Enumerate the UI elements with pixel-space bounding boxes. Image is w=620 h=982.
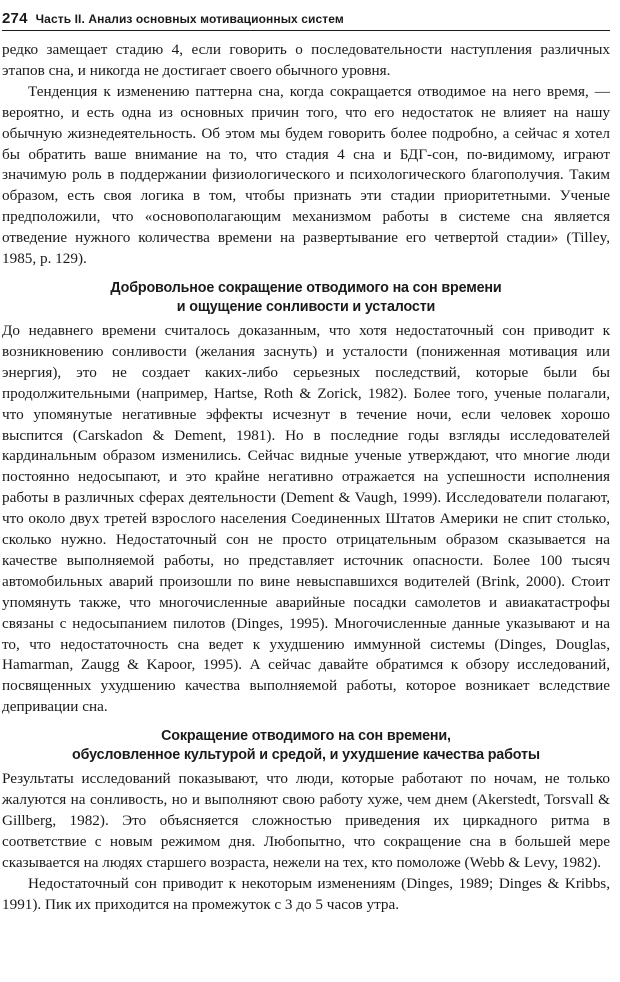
- body-text: [2, 40, 610, 916]
- paragraph-sleepiness-fatigue: До недавнего времени считалось доказанным, что хотя недостаточный сон приводит к возникновению сонливости (желания заснуть) и усталости (пониженная мотивация или энергия), это не создает каких-либо серьезных последствий, которые были бы продолжительными (например, Hartse, Roth & Zorick, 1982). Более того, ученые полагали, что упомянутые негативные эффекты исчезнут в течение ночи, если человек хорошо выспится (Carskadon & Dement, 1981). Но в последние годы взгляды исследователей кардинальным образом изменились. Сейчас видные ученые утверждают, что многие люди постоянно недосыпают, и это крайне негативно отражается на успешности исполнения работы в различных сферах деятельности (Dement & Vaugh, 1999). Исследователи полагают, что около двух третей взрослого населения Соединенных Штатов Америки не спит столько, сколько нужно. Недостаточный сон не просто отрицательным образом сказывается на качестве выполняемой работы, но представляет источник опасности. Более 100 тысяч автомобильных аварий произошли по вине невыспавшихся водителей (Brink, 2000). Стоит упомянуть также, что многочисленные аварийные посадки самолетов и авиакатастрофы связаны с недосыпанием пилотов (Dinges, 1995). Многочисленные данные указывают и на то, что недостаточность сна ведет к ухудшению иммунной системы (Dinges, Douglas, Hamarman, Zaugg & Kapoor, 1995). А сейчас давайте обратимся к обзору исследований, посвященных ухудшению качества выполняемой работы, которое возникает вследствие депривации сна.: [2, 321, 610, 716]
- section-heading-cultural-sleep-reduction: [2, 727, 610, 765]
- paragraph-night-work: Результаты исследований показывают, что люди, которые работают по ночам, не только жалуются на сонливость, но и выполняют свою работу хуже, чем днем (Akerstedt, Torsvall & Gillberg, 1982). Это объясняется сложностью приведения их циркадного ритма в соответствие с новым режимом дня. Любопытно, что сокращение сна в большей мере сказывается на людях старшего возраста, нежели на тех, кто помоложе (Webb & Levy, 1982).: [2, 770, 610, 871]
- paragraph-sleep-deficit-peak: Недостаточный сон приводит к некоторым изменениям (Dinges, 1989; Dinges & Kribbs, 1991). Пик их приходится на промежуток с 3 до 5 часов утра.: [2, 874, 610, 913]
- section-heading-line: Сокращение отводимого на сон времени,: [161, 728, 451, 745]
- running-title: Часть II. Анализ основных мотивационных систем: [35, 12, 344, 26]
- section-heading-voluntary-sleep-reduction: [2, 279, 610, 317]
- running-head: [2, 10, 610, 31]
- paragraph-continuation: редко замещает стадию 4, если говорить о последовательности наступления различных этапов сна, и никогда не достигает своего обычного уровня.: [2, 41, 610, 79]
- section-heading-line: Добровольное сокращение отводимого на сон времени: [110, 279, 502, 296]
- page-number: 274: [2, 10, 28, 27]
- section-heading-line: и ощущение сонливости и усталости: [176, 298, 436, 315]
- section-heading-line: обусловленное культурой и средой, и ухудшение качества работы: [72, 747, 540, 764]
- paragraph-sleep-pattern: Тенденция к изменению паттерна сна, когда сокращается отводимое на него время, — вероятно, и есть одна из основных причин того, что его недостаток не влияет на нашу обычную жизнедеятельность. Об этом мы будем говорить более подробно, а сейчас я хотел бы обратить ваше внимание на то, что стадия 4 сна и БДГ-сон, по-видимому, играют значимую роль в поддержании физиологического и психологического благополучия. Таким образом, есть своя логика в том, чтобы признать эти стадии приоритетными. Ученые предположили, что «основополагающим механизмом работы в системе сна является отведение нужного количества времени на развертывание его четвертой стадии» (Tilley, 1985, p. 129).: [2, 82, 610, 268]
